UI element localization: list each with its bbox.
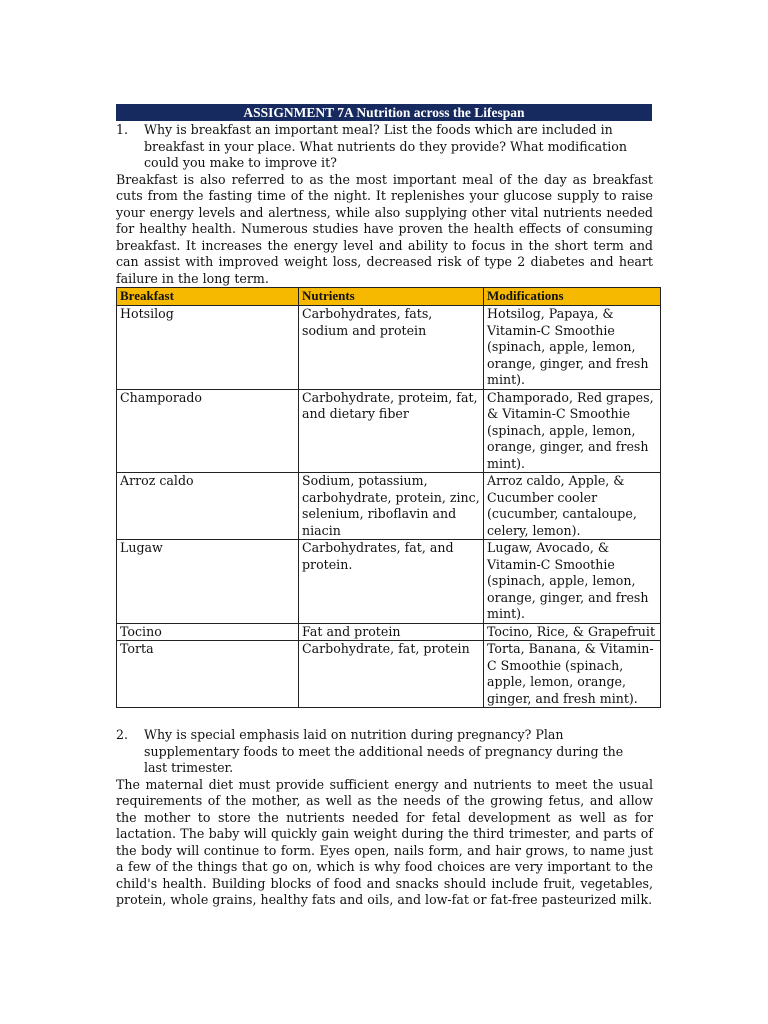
table-row [117, 306, 661, 390]
question-1-text: Why is breakfast an important meal? List the foods which are included in breakfast in your place. What nutrients do they provide? What modification could you make to improve it? [144, 122, 627, 170]
cell-nutrients: Fat and protein [299, 623, 484, 641]
cell-nutrients: Carbohydrate, fat, protein [299, 641, 484, 708]
table-row [117, 389, 661, 473]
cell-breakfast: Hotsilog [117, 306, 299, 390]
answer-1-paragraph: Breakfast is also referred to as the most important meal of the day as breakfast cuts from the fasting time of the night. It replenishes your glucose supply to raise your energy levels and alertness, while also supplying other vital nutrients needed for healthy health. Numerous studies have proven the health effects of consuming breakfast. It increases the energy level and ability to focus in the short term and can assist with improved weight loss, decreased risk of type 2 diabetes and heart failure in the long term. [116, 171, 653, 286]
cell-modifications: Hotsilog, Papaya, & Vitamin-C Smoothie (spinach, apple, lemon, orange, ginger, and fresh mint). [484, 306, 661, 390]
question-1-number: 1. [116, 122, 129, 137]
header-nutrients: Nutrients [299, 288, 484, 306]
header-breakfast: Breakfast [117, 288, 299, 306]
header-modifications: Modifications [484, 288, 661, 306]
table-row [117, 641, 661, 708]
cell-nutrients: Carbohydrates, fats, sodium and protein [299, 306, 484, 390]
table-header-row [117, 288, 661, 306]
answer-2-paragraph: The maternal diet must provide sufficient energy and nutrients to meet the usual requirements of the mother, as well as the needs of the growing fetus, and allow the mother to store the nutrients needed for fetal development as well as for lactation. The baby will quickly gain weight during the third trimester, and parts of the body will continue to form. Eyes open, nails form, and hair grows, to name just a few of the things that go on, which is why food choices are very important to the child's health. Building blocks of food and snacks should include fruit, vegetables, protein, whole grains, healthy fats and oils, and low-fat or fat-free pasteurized milk. [116, 776, 653, 907]
cell-modifications: Champorado, Red grapes, & Vitamin-C Smoothie (spinach, apple, lemon, orange, ginger, and fresh mint). [484, 389, 661, 473]
cell-nutrients: Carbohydrate, proteim, fat, and dietary fiber [299, 389, 484, 473]
table-row [117, 540, 661, 624]
table-row [117, 623, 661, 641]
question-2-number: 2. [116, 727, 129, 742]
assignment-title: ASSIGNMENT 7A Nutrition across the Lifespan [116, 104, 652, 121]
question-2 [116, 727, 648, 777]
cell-modifications: Arroz caldo, Apple, & Cucumber cooler (cucumber, cantaloupe, celery, lemon). [484, 473, 661, 540]
cell-breakfast: Torta [117, 641, 299, 708]
question-2-text: Why is special emphasis laid on nutrition during pregnancy? Plan supplementary foods to meet the additional needs of pregnancy during the last trimester. [144, 727, 624, 775]
breakfast-table [116, 287, 661, 708]
cell-nutrients: Carbohydrates, fat, and protein. [299, 540, 484, 624]
cell-breakfast: Arroz caldo [117, 473, 299, 540]
cell-breakfast: Tocino [117, 623, 299, 641]
cell-breakfast: Champorado [117, 389, 299, 473]
cell-modifications: Tocino, Rice, & Grapefruit [484, 623, 661, 641]
table-row [117, 473, 661, 540]
document-page [116, 104, 660, 909]
cell-nutrients: Sodium, potassium, carbohydrate, protein, zinc, selenium, riboflavin and niacin [299, 473, 484, 540]
question-1 [116, 122, 660, 172]
cell-breakfast: Lugaw [117, 540, 299, 624]
cell-modifications: Torta, Banana, & Vitamin-C Smoothie (spinach, apple, lemon, orange, ginger, and fresh mint). [484, 641, 661, 708]
cell-modifications: Lugaw, Avocado, & Vitamin-C Smoothie (spinach, apple, lemon, orange, ginger, and fresh mint). [484, 540, 661, 624]
